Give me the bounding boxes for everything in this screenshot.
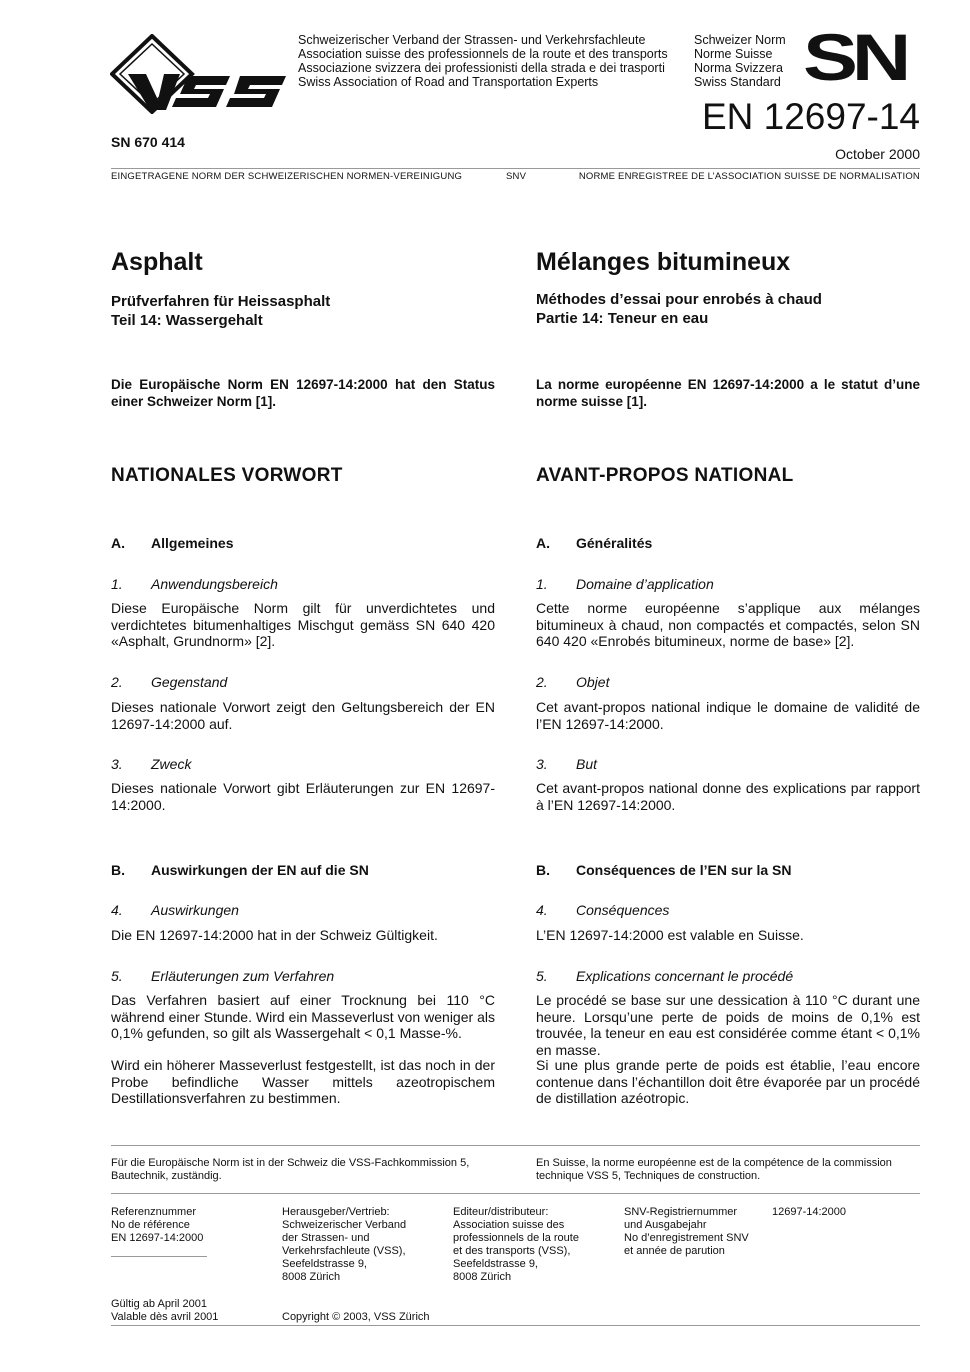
paragraph-6-fr: Si une plus grande perte de poids est établie, l’eau encore contenue dans l’échantillon doit être évaporée par un procédé de distillation azéotropic. <box>536 1057 920 1106</box>
subsection-title: Anwendungsbereich <box>151 576 278 592</box>
publisher-de-line: Schweizerischer Verband <box>282 1219 407 1231</box>
footer-rule-bottom <box>111 1325 920 1326</box>
section-a-fr <box>536 535 920 551</box>
subsection-3-fr <box>536 756 920 772</box>
snv-number: 12697-14:2000 <box>772 1206 847 1218</box>
section-title: Auswirkungen der EN auf die SN <box>151 862 369 878</box>
norm-line-fr: Norme Suisse <box>694 47 773 61</box>
norm-line-en: Swiss Standard <box>694 75 781 89</box>
snv-line: SNV-Registriernummer <box>624 1206 738 1218</box>
org-line-it: Associazione svizzera dei professionisti della strada e dei trasporti <box>298 61 665 75</box>
paragraph-2-fr: Cet avant-propos national indique le domaine de validité de l’EN 12697-14:2000. <box>536 699 920 732</box>
subsection-3-de <box>111 756 495 772</box>
publisher-fr-line: Association suisse des <box>453 1219 565 1231</box>
organization-names <box>298 33 668 89</box>
subtitle-fr-line1: Méthodes d’essai pour enrobés à chaud <box>536 291 822 308</box>
snv-line: und Ausgabejahr <box>624 1219 707 1231</box>
document-number: EN 12697-14 <box>701 96 920 137</box>
section-a-de <box>111 535 495 551</box>
paragraph-3-de: Dieses nationale Vorwort gibt Erläuterungen zur EN 12697-14:2000. <box>111 780 495 813</box>
commission-fr: En Suisse, la norme européenne est de la compétence de la commission technique VSS 5, Techniques de construction. <box>536 1157 892 1182</box>
subsection-title: Domaine d’application <box>576 576 714 592</box>
subsection-number: 4. <box>111 902 123 918</box>
publisher-fr-line: Editeur/distributeur: <box>453 1206 549 1218</box>
subtitle-de <box>111 292 495 330</box>
section-number: B. <box>111 862 125 878</box>
publisher-de-line: 8008 Zürich <box>282 1271 341 1283</box>
org-line-de: Schweizerischer Verband der Strassen- und Verkehrsfachleute <box>298 33 646 47</box>
publisher-de <box>282 1206 442 1284</box>
valid-line-de: Gültig ab April 2001 <box>111 1298 208 1310</box>
snv-registration <box>624 1206 769 1258</box>
subsection-1-de <box>111 576 495 592</box>
subsection-5-fr <box>536 968 920 984</box>
valid-line-fr: Valable dès avril 2001 <box>111 1311 219 1323</box>
subtitle-de-line1: Prüfverfahren für Heissasphalt <box>111 293 331 310</box>
footer-rule-top <box>111 1145 920 1146</box>
sn-code: SN 670 414 <box>111 134 185 150</box>
subsection-4-de <box>111 902 495 918</box>
section-number: B. <box>536 862 550 878</box>
subsection-number: 1. <box>111 576 123 592</box>
subsection-number: 5. <box>111 968 123 984</box>
subtitle-fr <box>536 290 920 328</box>
section-number: A. <box>536 535 550 551</box>
publisher-fr-line: 8008 Zürich <box>453 1271 512 1283</box>
german-column <box>111 248 495 277</box>
title-de: Asphalt <box>111 248 203 276</box>
norm-line-de: Schweizer Norm <box>694 33 786 47</box>
paragraph-4-de: Die EN 12697-14:2000 hat in der Schweiz Gültigkeit. <box>111 927 438 943</box>
subsection-5-de <box>111 968 495 984</box>
section-title: Allgemeines <box>151 535 234 551</box>
header-rule <box>111 168 920 169</box>
subsection-title: But <box>576 756 598 772</box>
status-fr: La norme européenne EN 12697-14:2000 a le statut d’une norme suisse [1]. <box>536 377 920 409</box>
subsection-4-fr <box>536 902 920 918</box>
norm-type-lines <box>694 33 786 89</box>
subsection-number: 1. <box>536 576 548 592</box>
subtitle-fr-line2: Partie 14: Teneur en eau <box>536 310 709 327</box>
foreword-heading-fr: AVANT-PROPOS NATIONAL <box>536 465 794 486</box>
copyright: Copyright © 2003, VSS Zürich <box>282 1311 430 1323</box>
subsection-title: Objet <box>576 674 610 690</box>
title-fr: Mélanges bitumineux <box>536 248 791 276</box>
section-b-de <box>111 862 495 878</box>
registration-left: EINGETRAGENE NORM DER SCHWEIZERISCHEN NORMEN-VEREINIGUNG <box>111 171 463 182</box>
subsection-title: Explications concernant le procédé <box>576 968 794 984</box>
french-column <box>536 248 920 277</box>
reference-underline <box>111 1256 207 1257</box>
subsection-number: 5. <box>536 968 548 984</box>
paragraph-4-fr: L’EN 12697-14:2000 est valable en Suisse. <box>536 927 804 943</box>
paragraph-1-fr: Cette norme européenne s’applique aux mélanges bitumineux à chaud, non compactés et compactés, selon SN 640 420 «Enrobés bitumineux, norme de base» [2]. <box>536 600 920 649</box>
section-number: A. <box>111 535 125 551</box>
status-de: Die Europäische Norm EN 12697-14:2000 hat den Status einer Schweizer Norm [1]. <box>111 377 495 409</box>
snv-line: et année de parution <box>624 1245 725 1257</box>
org-line-en: Swiss Association of Road and Transportation Experts <box>298 75 599 89</box>
footer-rule-mid <box>111 1193 920 1194</box>
subsection-number: 4. <box>536 902 548 918</box>
publisher-fr-line: professionnels de la route <box>453 1232 579 1244</box>
subsection-2-de <box>111 674 495 690</box>
paragraph-1-de: Diese Europäische Norm gilt für unverdichtetes und verdichtetes bitumenhaltiges Mischgut gemäss SN 640 420 «Asphalt, Grundnorm» [2]. <box>111 600 495 649</box>
subsection-title: Conséquences <box>576 902 670 918</box>
ref-line: No de référence <box>111 1219 190 1231</box>
paragraph-5-fr: Le procédé se base sur une dessication à 110 °C durant une heure. Lorsqu’une perte de poids de moins de 0,1% est trouvée, la teneur en eau est considérée comme étant < 0,1% en masse. <box>536 992 920 1058</box>
validity <box>111 1298 271 1324</box>
subsection-number: 3. <box>536 756 548 772</box>
sn-mark: SN <box>803 20 906 94</box>
subsection-title: Zweck <box>151 756 192 772</box>
org-line-fr: Association suisse des professionnels de la route et des transports <box>298 47 668 61</box>
subsection-title: Gegenstand <box>151 674 228 690</box>
paragraph-2-de: Dieses nationale Vorwort zeigt den Geltungsbereich der EN 12697-14:2000 auf. <box>111 699 495 732</box>
paragraph-5-de: Das Verfahren basiert auf einer Trocknung bei 110 °C während einer Stunde. Wird ein Masseverlust von weniger als 0,1% gefunden, so gilt als Wassergehalt < 0,1 Masse-%. <box>111 992 495 1041</box>
section-title: Généralités <box>576 535 653 551</box>
publication-date: October 2000 <box>835 146 920 162</box>
subsection-title: Erläuterungen zum Verfahren <box>151 968 335 984</box>
subsection-title: Auswirkungen <box>151 902 239 918</box>
vss-logo <box>110 34 290 114</box>
registration-mid: SNV <box>506 171 527 182</box>
section-b-fr <box>536 862 920 878</box>
subsection-number: 2. <box>111 674 123 690</box>
subsection-number: 3. <box>111 756 123 772</box>
paragraph-3-fr: Cet avant-propos national donne des explications par rapport à l’EN 12697-14:2000. <box>536 780 920 813</box>
publisher-fr <box>453 1206 618 1284</box>
norm-line-it: Norma Svizzera <box>694 61 783 75</box>
publisher-fr-line: Seefeldstrasse 9, <box>453 1258 538 1270</box>
section-title: Conséquences de l’EN sur la SN <box>576 862 792 878</box>
subsection-2-fr <box>536 674 920 690</box>
ref-line: EN 12697-14:2000 <box>111 1232 204 1244</box>
paragraph-6-de: Wird ein höherer Masseverlust festgestellt, ist das noch in der Probe befindliche Wasser mittels azeotropischem Destillationsverfahren zu bestimmen. <box>111 1057 495 1106</box>
commission-de: Für die Europäische Norm ist in der Schweiz die VSS-Fachkommission 5, Bautechnik, zuständig. <box>111 1157 470 1182</box>
subsection-1-fr <box>536 576 920 592</box>
subtitle-de-line2: Teil 14: Wassergehalt <box>111 312 263 329</box>
publisher-de-line: Seefeldstrasse 9, <box>282 1258 367 1270</box>
subsection-number: 2. <box>536 674 548 690</box>
publisher-de-line: der Strassen- und <box>282 1232 370 1244</box>
ref-line: Referenznummer <box>111 1206 196 1218</box>
publisher-de-line: Verkehrsfachleute (VSS), <box>282 1245 406 1257</box>
publisher-fr-line: et des transports (VSS), <box>453 1245 571 1257</box>
snv-line: No d’enregistrement SNV <box>624 1232 749 1244</box>
publisher-de-line: Herausgeber/Vertrieb: <box>282 1206 390 1218</box>
foreword-heading-de: NATIONALES VORWORT <box>111 465 343 486</box>
registration-right: NORME ENREGISTREE DE L’ASSOCIATION SUISSE DE NORMALISATION <box>578 171 920 182</box>
reference-number <box>111 1206 271 1245</box>
